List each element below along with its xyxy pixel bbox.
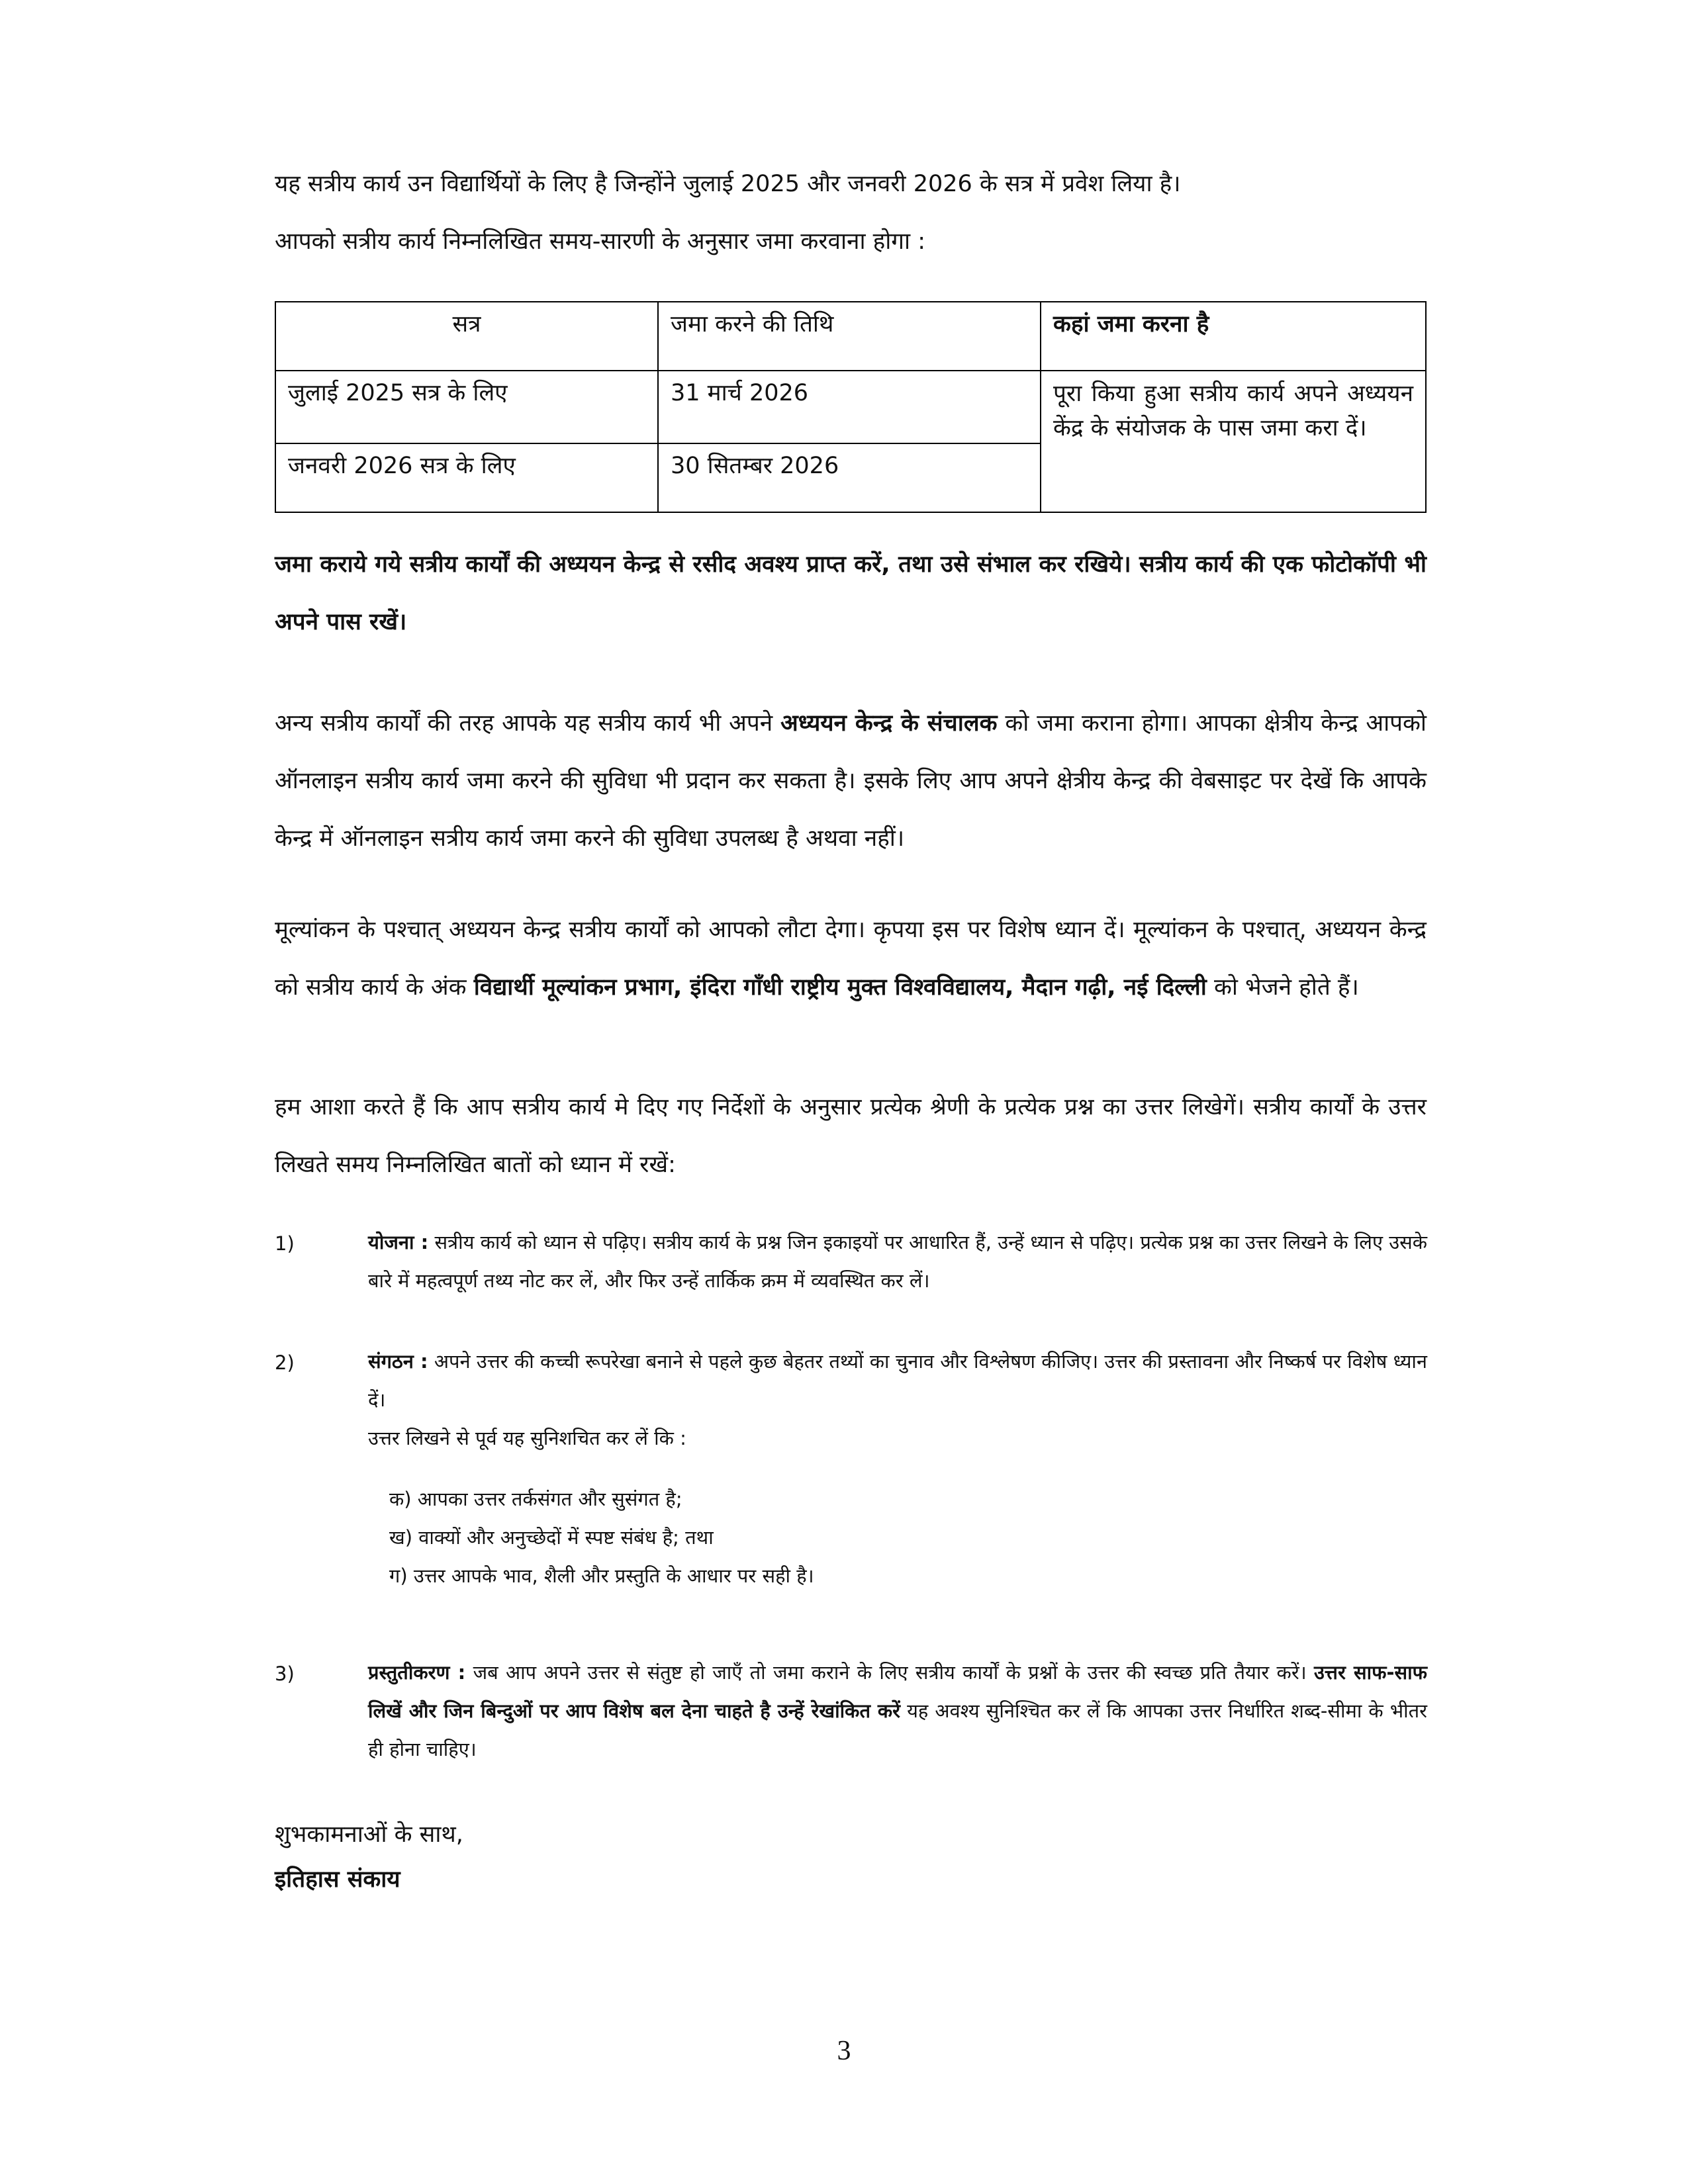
list-item-planning <box>368 1223 1427 1300</box>
list-item-text: अपने उत्तर की कच्ची रूपरेखा बनाने से पहले कुछ बेहतर तथ्यों का चुनाव और विश्लेषण कीजिए। उत्तर की प्रस्तावना और निष्कर्ष पर विशेष ध्यान दें। <box>368 1350 1427 1411</box>
submission-text-2: को जमा कराना होगा। आपका क्षेत्रीय केन्द्र आपको ऑनलाइन सत्रीय कार्य जमा करने की सुविधा भी प्रदान कर सकता है। इसके लिए आप अपने क्षेत्रीय केन्द्र की वेबसाइट पर देखें कि आपके केन्द्र में ऑनलाइन सत्रीय कार्य जमा करने की सुविधा उपलब्ध है अथवा नहीं। <box>275 710 1427 852</box>
sub-list-item: ख) वाक्यों और अनुच्छेदों में स्पष्ट संबंध है; तथा <box>389 1526 714 1549</box>
list-number: 2) <box>275 1351 295 1374</box>
study-centre-coordinator: अध्ययन केन्द्र के संचालक <box>780 710 998 737</box>
closing-block <box>275 1812 463 1902</box>
row-date: 31 मार्च 2026 <box>658 371 1041 443</box>
faculty-signature: इतिहास संकाय <box>275 1866 400 1893</box>
list-item-presentation <box>368 1653 1427 1768</box>
intro-line-1: यह सत्रीय कार्य उन विद्यार्थियों के लिए है जिन्होंने जुलाई 2025 और जनवरी 2026 के सत्र में प्रवेश लिया है। <box>275 171 1181 197</box>
row-date: 30 सितम्बर 2026 <box>658 443 1041 512</box>
sub-list <box>389 1480 814 1595</box>
sub-list-item: ग) उत्तर आपके भाव, शैली और प्रस्तुति के आधार पर सही है। <box>389 1565 814 1587</box>
list-item-extra: उत्तर लिखने से पूर्व यह सुनिशचित कर लें कि : <box>368 1427 686 1449</box>
instructions-intro: हम आशा करते हैं कि आप सत्रीय कार्य मे दिए गए निर्देशों के अनुसार प्रत्येक श्रेणी के प्रत्येक प्रश्न का उत्तर लिखेगें। सत्रीय कार्यों के उत्तर लिखते समय निम्नलिखित बातों को ध्यान में रखें: <box>275 1094 1427 1178</box>
list-item-title: संगठन : <box>368 1350 428 1373</box>
row-where: पूरा किया हुआ सत्रीय कार्य अपने अध्ययन केंद्र के संयोजक के पास जमा करा दें। <box>1041 371 1426 512</box>
closing-wishes: शुभकामनाओं के साथ, <box>275 1821 463 1848</box>
page-number: 3 <box>837 2036 851 2066</box>
sub-list-item: क) आपका उत्तर तर्कसंगत और सुसंगत है; <box>389 1488 682 1510</box>
submission-schedule-table <box>275 301 1427 513</box>
list-item-title: प्रस्तुतीकरण : <box>368 1661 466 1684</box>
row-session: जुलाई 2025 सत्र के लिए <box>275 371 658 443</box>
intro-line-2: आपको सत्रीय कार्य निम्नलिखित समय-सारणी के अनुसार जमा करवाना होगा : <box>275 228 925 255</box>
intro-paragraph <box>275 156 1427 271</box>
list-item-text: यह अवश्य सुनिश्चित कर लें कि आपका उत्तर निर्धारित शब्द-सीमा के भीतर ही होना चाहिए। <box>368 1700 1427 1760</box>
submission-paragraph <box>275 695 1427 868</box>
list-item-emphasis: उत्तर साफ-साफ लिखें और जिन बिन्दुओं पर आप विशेष बल देना चाहते है उन्हें रेखांकित करें <box>368 1661 1428 1722</box>
row-session: जनवरी 2026 सत्र के लिए <box>275 443 658 512</box>
header-date: जमा करने की तिथि <box>658 302 1041 371</box>
list-item-title: योजना : <box>368 1231 429 1253</box>
evaluation-division-address: विद्यार्थी मूल्यांकन प्रभाग, इंदिरा गाँधी राष्ट्रीय मुक्त विश्वविद्यालय, मैदान गढ़ी, नई दिल्ली <box>473 974 1207 1001</box>
submission-text-1: अन्य सत्रीय कार्यों की तरह आपके यह सत्रीय कार्य भी अपने <box>275 710 773 737</box>
evaluation-text-2: को भेजने होते हैं। <box>1213 974 1359 1001</box>
header-where: कहां जमा करना है <box>1041 302 1426 371</box>
evaluation-paragraph <box>275 901 1427 1017</box>
table-header-row <box>275 302 1426 371</box>
table-row <box>275 371 1426 443</box>
list-number: 3) <box>275 1662 295 1685</box>
list-item-organisation <box>368 1342 1427 1457</box>
evaluation-text-1: मूल्यांकन के पश्चात् अध्ययन केन्द्र सत्रीय कार्यों को आपको लौटा देगा। कृपया इस पर विशेष ध्यान दें। मूल्यांकन के पश्चात्, अध्ययन केन्द्र को सत्रीय कार्य के अंक <box>275 917 1427 1001</box>
header-session: सत्र <box>275 302 658 371</box>
list-item-text: सत्रीय कार्य को ध्यान से पढ़िए। सत्रीय कार्य के प्रश्न जिन इकाइयों पर आधारित हैं, उन्हें ध्यान से पढ़िए। प्रत्येक प्रश्न का उत्तर लिखने के लिए उसके बारे में महत्वपूर्ण तथ्य नोट कर लें, और फिर उन्हें तार्किक क्रम में व्यवस्थित कर लें। <box>368 1231 1428 1292</box>
list-item-text: जब आप अपने उत्तर से संतुष्ट हो जाएँ तो जमा कराने के लिए सत्रीय कार्यों के प्रश्नों के उत्तर की स्वच्छ प्रति तैयार करें। <box>473 1661 1307 1684</box>
receipt-note: जमा कराये गये सत्रीय कार्यों की अध्ययन केन्द्र से रसीद अवश्य प्राप्त करें, तथा उसे संभाल कर रखिये। सत्रीय कार्य की एक फोटोकॉपी भी अपने पास रखें। <box>275 551 1427 635</box>
list-number: 1) <box>275 1232 295 1255</box>
